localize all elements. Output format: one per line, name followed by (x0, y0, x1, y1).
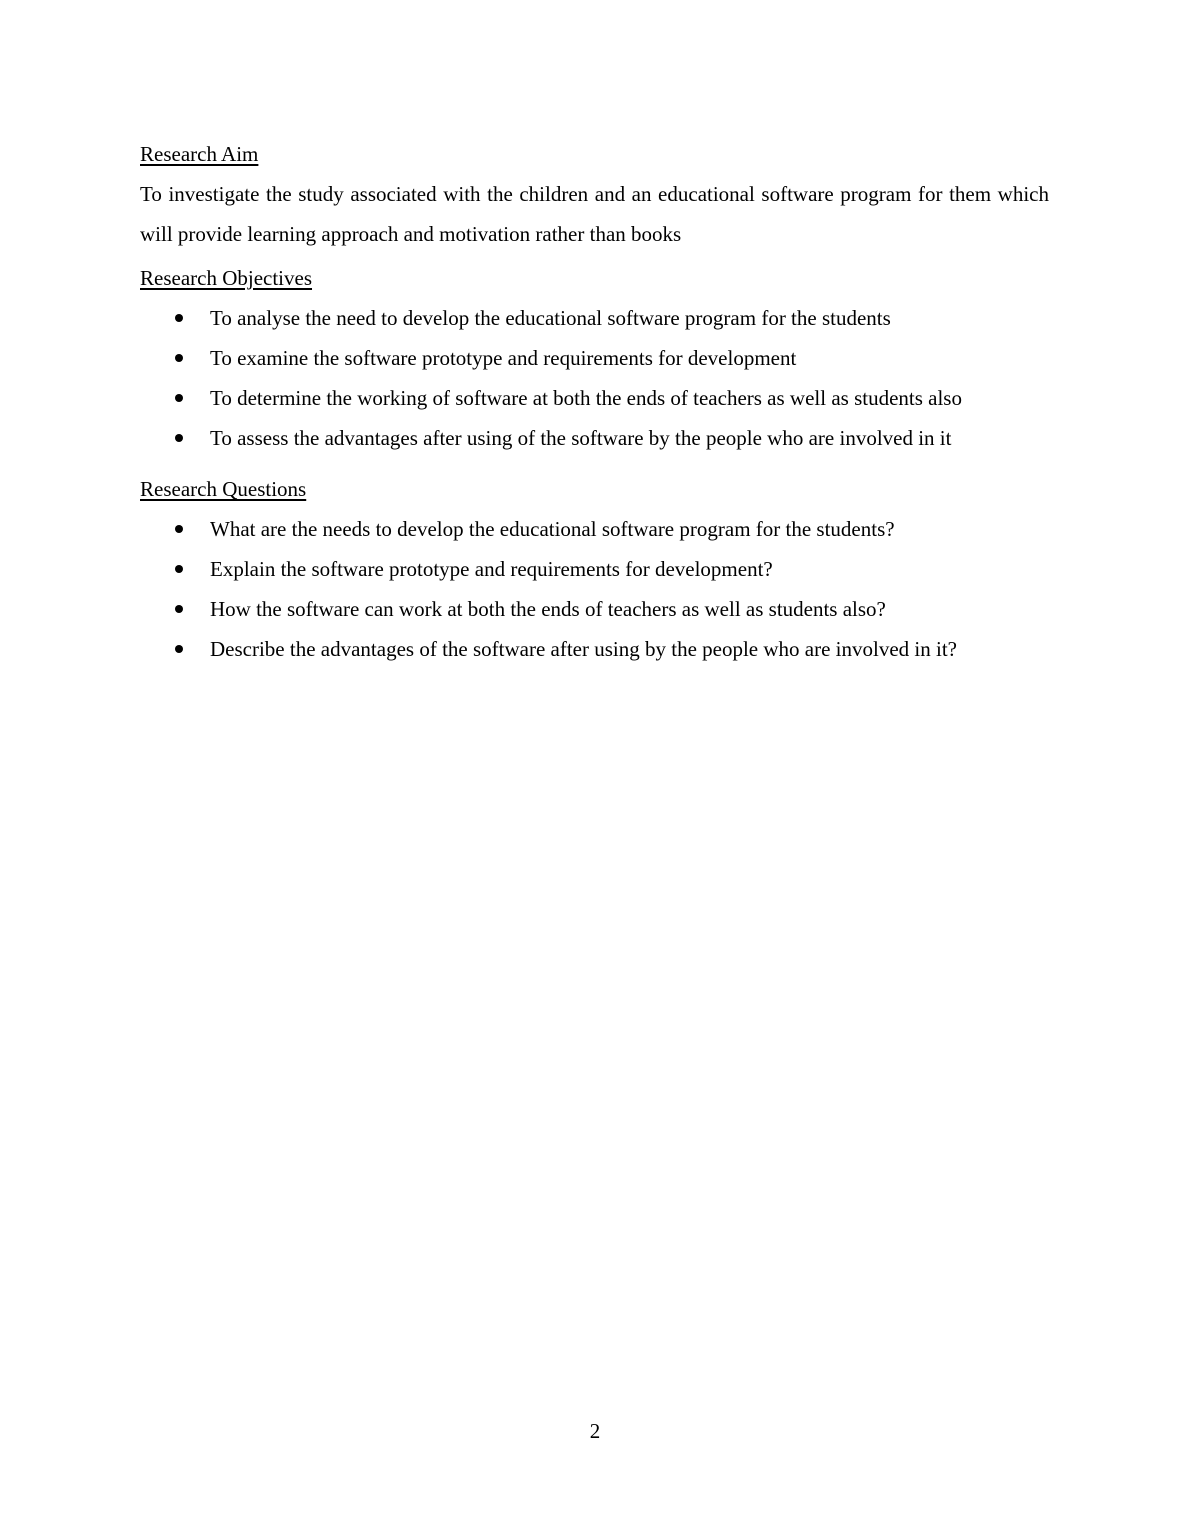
objective-text: To analyse the need to develop the educational software program for the students (210, 306, 891, 330)
objective-text: To determine the working of software at both the ends of teachers as well as students also (210, 386, 962, 410)
research-aim-heading: Research Aim (140, 142, 259, 166)
bullet-icon (175, 605, 183, 613)
question-item (140, 595, 1049, 623)
bullet-icon (175, 314, 183, 322)
research-questions-list (140, 515, 1049, 663)
question-text: How the software can work at both the ends of teachers as well as students also? (210, 597, 886, 621)
bullet-icon (175, 354, 183, 362)
question-item (140, 555, 1049, 583)
page-number: 2 (589, 1419, 601, 1443)
bullet-icon (175, 434, 183, 442)
objective-item (140, 384, 1049, 412)
question-item (140, 515, 1049, 543)
research-aim-text: To investigate the study associated with the children and an educational software program for them which will provide learning approach and motivation rather than books (140, 182, 1049, 246)
objective-item (140, 344, 1049, 372)
objective-item (140, 304, 1049, 332)
objective-text: To assess the advantages after using of the software by the people who are involved in it (210, 426, 952, 450)
objective-text: To examine the software prototype and requirements for development (210, 346, 797, 370)
question-text: Describe the advantages of the software after using by the people who are involved in it? (210, 637, 957, 661)
question-text: Explain the software prototype and requirements for development? (210, 557, 773, 581)
research-objectives-list (140, 304, 1049, 452)
question-item (140, 635, 1049, 663)
bullet-icon (175, 645, 183, 653)
objective-item (140, 424, 1049, 452)
bullet-icon (175, 565, 183, 573)
question-text: What are the needs to develop the educational software program for the students? (210, 517, 895, 541)
page-content (140, 140, 1049, 663)
bullet-icon (175, 525, 183, 533)
research-objectives-heading: Research Objectives (140, 266, 313, 290)
research-questions-heading: Research Questions (140, 477, 307, 501)
bullet-icon (175, 394, 183, 402)
